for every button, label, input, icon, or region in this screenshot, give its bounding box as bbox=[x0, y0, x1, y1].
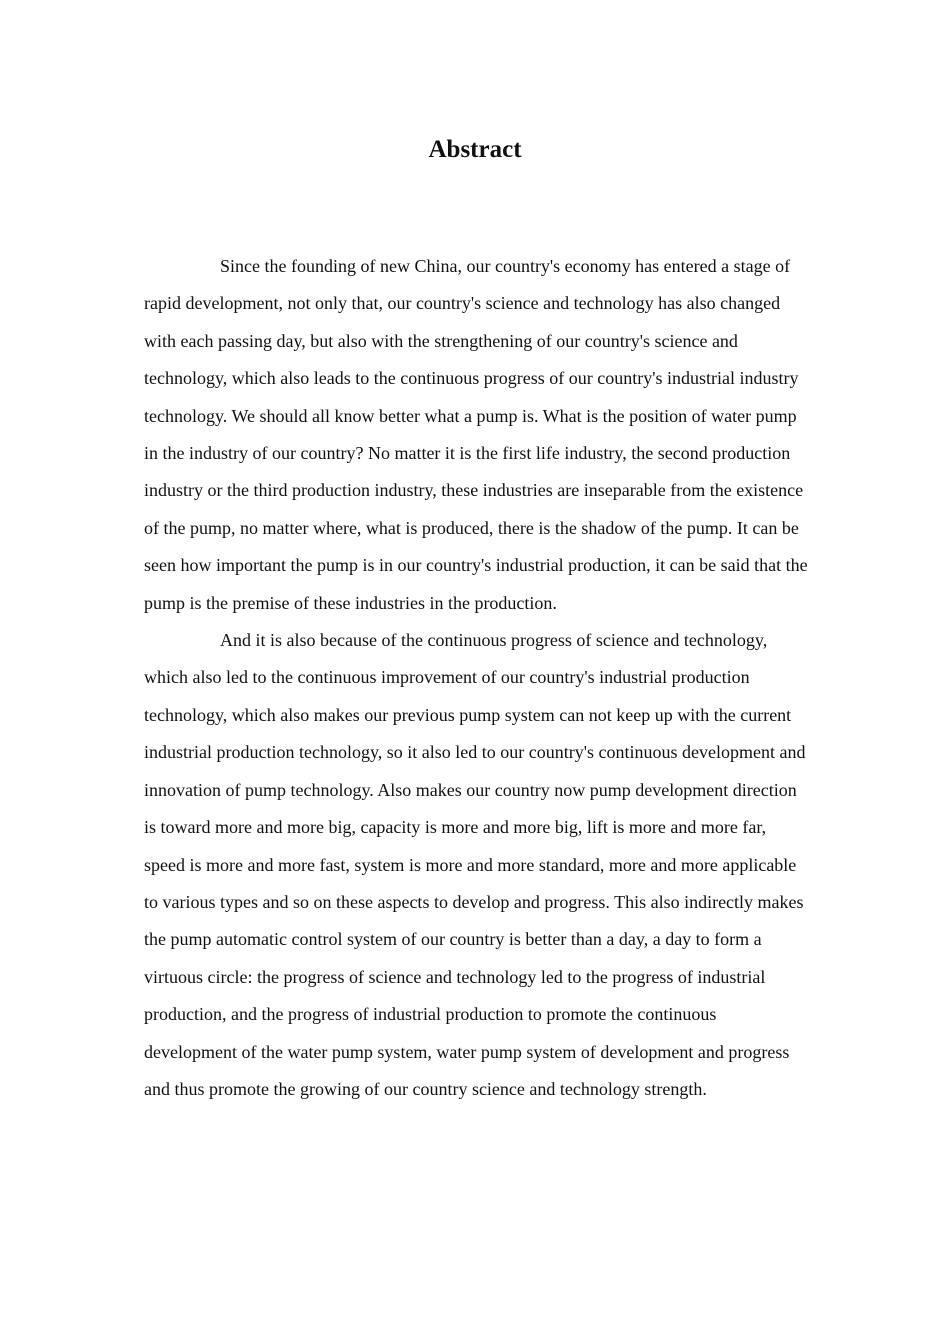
abstract-paragraph-1: Since the founding of new China, our country's economy has entered a stage of rapid development, not only that, our country's science and technology has also changed with each passing day, but also with the strengthening of our country's science and technology, which also leads to the continuous progress of our country's industrial industry technology. We should all know better what a pump is. What is the position of water pump in the industry of our country? No matter it is the first life industry, the second production industry or the third production industry, these industries are inseparable from the existence of the pump, no matter where, what is produced, there is the shadow of the pump. It can be seen how important the pump is in our country's industrial production, it can be said that the pump is the premise of these industries in the production. bbox=[144, 256, 808, 613]
page-title: Abstract bbox=[428, 136, 522, 163]
abstract-paragraph-2: And it is also because of the continuous progress of science and technology, which also led to the continuous improvement of our country's industrial production technology, which also makes our previous pump system can not keep up with the current industrial production technology, so it also led to our country's continuous development and innovation of pump technology. Also makes our country now pump development direction is toward more and more big, capacity is more and more big, lift is more and more far, speed is more and more fast, system is more and more standard, more and more applicable to various types and so on these aspects to develop and progress. This also indirectly makes the pump automatic control system of our country is better than a day, a day to form a virtuous circle: the progress of science and technology led to the progress of industrial production, and the progress of industrial production to promote the continuous development of the water pump system, water pump system of development and progress and thus promote the growing of our country science and technology strength. bbox=[144, 630, 806, 1099]
abstract-body bbox=[144, 248, 809, 1108]
